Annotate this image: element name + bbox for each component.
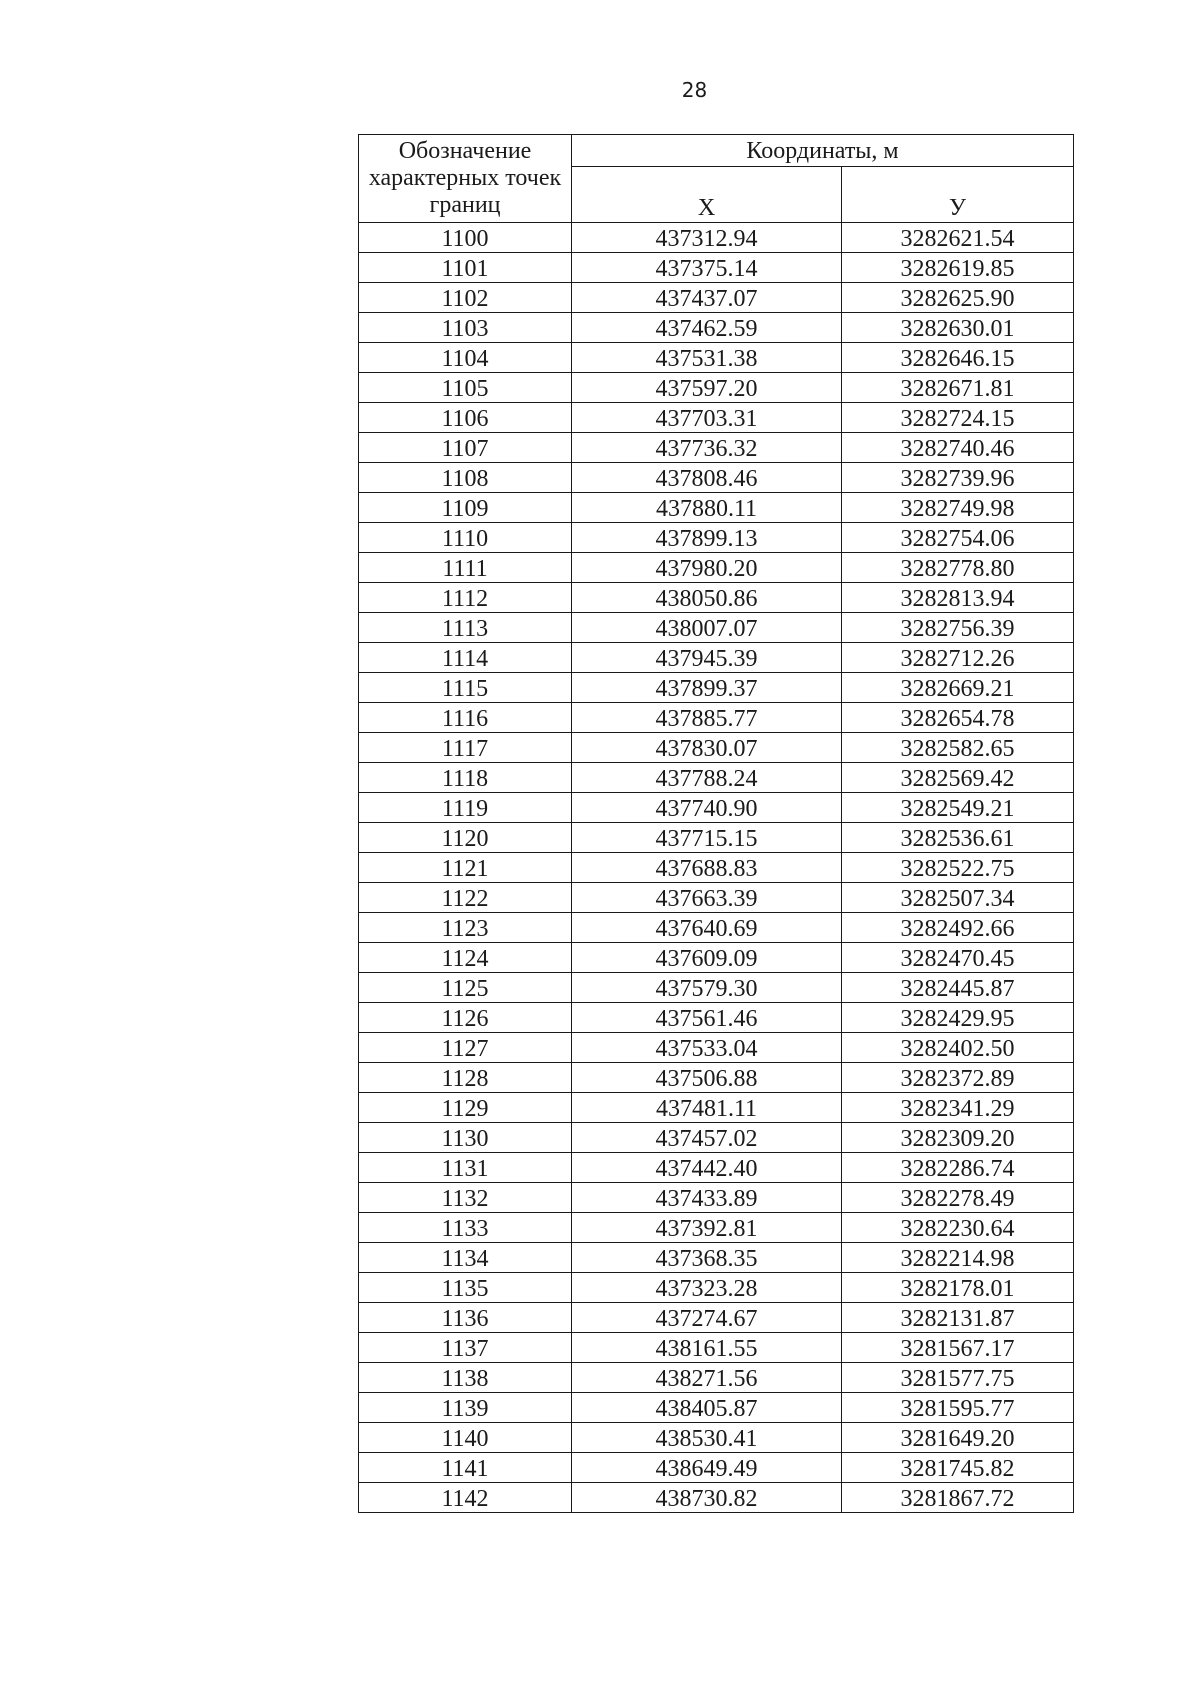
point-cell: 1117 [359,733,572,763]
table-row [359,673,1074,703]
coordinates-table [358,134,1074,1513]
table-row [359,703,1074,733]
point-cell: 1109 [359,493,572,523]
point-cell: 1132 [359,1183,572,1213]
y-coordinate-cell: 3282749.98 [842,493,1074,523]
x-coordinate-cell: 437437.07 [572,283,842,313]
table-row [359,553,1074,583]
y-coordinate-cell: 3282549.21 [842,793,1074,823]
y-coordinate-cell: 3282671.81 [842,373,1074,403]
x-coordinate-cell: 437392.81 [572,1213,842,1243]
table-row [359,853,1074,883]
y-coordinate-cell: 3282778.80 [842,553,1074,583]
x-coordinate-cell: 437899.13 [572,523,842,553]
y-coordinate-cell: 3282669.21 [842,673,1074,703]
x-coordinate-cell: 437462.59 [572,313,842,343]
x-coordinate-cell: 438405.87 [572,1393,842,1423]
table-row [359,973,1074,1003]
table-row [359,1483,1074,1513]
x-coordinate-cell: 437980.20 [572,553,842,583]
x-coordinate-cell: 438271.56 [572,1363,842,1393]
point-cell: 1114 [359,643,572,673]
x-coordinate-cell: 437597.20 [572,373,842,403]
point-cell: 1103 [359,313,572,343]
table-row [359,373,1074,403]
x-coordinate-cell: 437788.24 [572,763,842,793]
point-cell: 1121 [359,853,572,883]
x-coordinate-cell: 437433.89 [572,1183,842,1213]
point-cell: 1116 [359,703,572,733]
y-coordinate-cell: 3282341.29 [842,1093,1074,1123]
table-row [359,583,1074,613]
table-row [359,1303,1074,1333]
y-coordinate-cell: 3282654.78 [842,703,1074,733]
y-coordinate-cell: 3282712.26 [842,643,1074,673]
x-coordinate-cell: 437442.40 [572,1153,842,1183]
y-coordinate-cell: 3282625.90 [842,283,1074,313]
y-coordinate-cell: 3282507.34 [842,883,1074,913]
y-coordinate-cell: 3282813.94 [842,583,1074,613]
y-coordinate-cell: 3282621.54 [842,223,1074,253]
y-coordinate-cell: 3282630.01 [842,313,1074,343]
table-row [359,613,1074,643]
point-cell: 1108 [359,463,572,493]
x-coordinate-cell: 438007.07 [572,613,842,643]
point-cell: 1137 [359,1333,572,1363]
x-coordinate-cell: 437531.38 [572,343,842,373]
header-x: Х [572,167,842,223]
table-row [359,1183,1074,1213]
y-coordinate-cell: 3282402.50 [842,1033,1074,1063]
y-coordinate-cell: 3282756.39 [842,613,1074,643]
point-cell: 1119 [359,793,572,823]
table-row [359,313,1074,343]
table-row [359,283,1074,313]
point-cell: 1118 [359,763,572,793]
table-row [359,943,1074,973]
point-cell: 1106 [359,403,572,433]
table-row [359,1273,1074,1303]
table-body [359,223,1074,1513]
table-row [359,823,1074,853]
x-coordinate-cell: 438530.41 [572,1423,842,1453]
table-row [359,913,1074,943]
y-coordinate-cell: 3281577.75 [842,1363,1074,1393]
header-designation: Обозначение характерных точек границ [359,135,572,223]
y-coordinate-cell: 3282492.66 [842,913,1074,943]
table-row [359,763,1074,793]
table-row [359,523,1074,553]
point-cell: 1112 [359,583,572,613]
x-coordinate-cell: 437375.14 [572,253,842,283]
point-cell: 1104 [359,343,572,373]
x-coordinate-cell: 437715.15 [572,823,842,853]
x-coordinate-cell: 438730.82 [572,1483,842,1513]
y-coordinate-cell: 3282178.01 [842,1273,1074,1303]
header-coordinates: Координаты, м [572,135,1074,167]
table-row [359,733,1074,763]
x-coordinate-cell: 437740.90 [572,793,842,823]
x-coordinate-cell: 437368.35 [572,1243,842,1273]
x-coordinate-cell: 437640.69 [572,913,842,943]
y-coordinate-cell: 3282754.06 [842,523,1074,553]
x-coordinate-cell: 437703.31 [572,403,842,433]
point-cell: 1139 [359,1393,572,1423]
point-cell: 1123 [359,913,572,943]
table-header [359,135,1074,223]
point-cell: 1105 [359,373,572,403]
point-cell: 1102 [359,283,572,313]
point-cell: 1115 [359,673,572,703]
y-coordinate-cell: 3282429.95 [842,1003,1074,1033]
table-row [359,1363,1074,1393]
y-coordinate-cell: 3282569.42 [842,763,1074,793]
x-coordinate-cell: 437830.07 [572,733,842,763]
table-row [359,493,1074,523]
x-coordinate-cell: 438161.55 [572,1333,842,1363]
y-coordinate-cell: 3282739.96 [842,463,1074,493]
point-cell: 1135 [359,1273,572,1303]
y-coordinate-cell: 3282619.85 [842,253,1074,283]
table-row [359,1093,1074,1123]
point-cell: 1122 [359,883,572,913]
y-coordinate-cell: 3282278.49 [842,1183,1074,1213]
table-row [359,463,1074,493]
point-cell: 1134 [359,1243,572,1273]
point-cell: 1126 [359,1003,572,1033]
point-cell: 1133 [359,1213,572,1243]
x-coordinate-cell: 438050.86 [572,583,842,613]
y-coordinate-cell: 3282470.45 [842,943,1074,973]
table-row [359,403,1074,433]
x-coordinate-cell: 437808.46 [572,463,842,493]
table-row [359,1243,1074,1273]
y-coordinate-cell: 3282131.87 [842,1303,1074,1333]
table-row [359,343,1074,373]
point-cell: 1111 [359,553,572,583]
y-coordinate-cell: 3281867.72 [842,1483,1074,1513]
point-cell: 1127 [359,1033,572,1063]
y-coordinate-cell: 3282445.87 [842,973,1074,1003]
table-row [359,1153,1074,1183]
point-cell: 1125 [359,973,572,1003]
point-cell: 1107 [359,433,572,463]
y-coordinate-cell: 3282230.64 [842,1213,1074,1243]
y-coordinate-cell: 3282646.15 [842,343,1074,373]
point-cell: 1140 [359,1423,572,1453]
table-row [359,1333,1074,1363]
y-coordinate-cell: 3282309.20 [842,1123,1074,1153]
x-coordinate-cell: 437880.11 [572,493,842,523]
x-coordinate-cell: 437533.04 [572,1033,842,1063]
y-coordinate-cell: 3282214.98 [842,1243,1074,1273]
point-cell: 1110 [359,523,572,553]
y-coordinate-cell: 3282536.61 [842,823,1074,853]
point-cell: 1101 [359,253,572,283]
table-row [359,1393,1074,1423]
x-coordinate-cell: 437899.37 [572,673,842,703]
point-cell: 1128 [359,1063,572,1093]
x-coordinate-cell: 437736.32 [572,433,842,463]
table-row [359,1423,1074,1453]
y-coordinate-cell: 3281595.77 [842,1393,1074,1423]
header-y: У [842,167,1074,223]
table-row [359,433,1074,463]
y-coordinate-cell: 3281649.20 [842,1423,1074,1453]
table-row [359,1453,1074,1483]
point-cell: 1124 [359,943,572,973]
x-coordinate-cell: 437663.39 [572,883,842,913]
y-coordinate-cell: 3281745.82 [842,1453,1074,1483]
table-row [359,1123,1074,1153]
table-row [359,793,1074,823]
table-row [359,253,1074,283]
point-cell: 1142 [359,1483,572,1513]
point-cell: 1138 [359,1363,572,1393]
y-coordinate-cell: 3281567.17 [842,1333,1074,1363]
y-coordinate-cell: 3282582.65 [842,733,1074,763]
y-coordinate-cell: 3282372.89 [842,1063,1074,1093]
y-coordinate-cell: 3282740.46 [842,433,1074,463]
y-coordinate-cell: 3282522.75 [842,853,1074,883]
x-coordinate-cell: 437457.02 [572,1123,842,1153]
point-cell: 1141 [359,1453,572,1483]
x-coordinate-cell: 437274.67 [572,1303,842,1333]
x-coordinate-cell: 437312.94 [572,223,842,253]
table-row [359,223,1074,253]
page-number: 28 [681,78,708,102]
y-coordinate-cell: 3282286.74 [842,1153,1074,1183]
point-cell: 1136 [359,1303,572,1333]
x-coordinate-cell: 437579.30 [572,973,842,1003]
point-cell: 1131 [359,1153,572,1183]
table-row [359,1033,1074,1063]
x-coordinate-cell: 437561.46 [572,1003,842,1033]
x-coordinate-cell: 438649.49 [572,1453,842,1483]
x-coordinate-cell: 437323.28 [572,1273,842,1303]
point-cell: 1100 [359,223,572,253]
point-cell: 1120 [359,823,572,853]
table-row [359,1063,1074,1093]
x-coordinate-cell: 437688.83 [572,853,842,883]
y-coordinate-cell: 3282724.15 [842,403,1074,433]
table-row [359,883,1074,913]
x-coordinate-cell: 437506.88 [572,1063,842,1093]
x-coordinate-cell: 437945.39 [572,643,842,673]
point-cell: 1113 [359,613,572,643]
x-coordinate-cell: 437885.77 [572,703,842,733]
table-row [359,1003,1074,1033]
table-row [359,643,1074,673]
point-cell: 1129 [359,1093,572,1123]
x-coordinate-cell: 437609.09 [572,943,842,973]
point-cell: 1130 [359,1123,572,1153]
table-row [359,1213,1074,1243]
x-coordinate-cell: 437481.11 [572,1093,842,1123]
